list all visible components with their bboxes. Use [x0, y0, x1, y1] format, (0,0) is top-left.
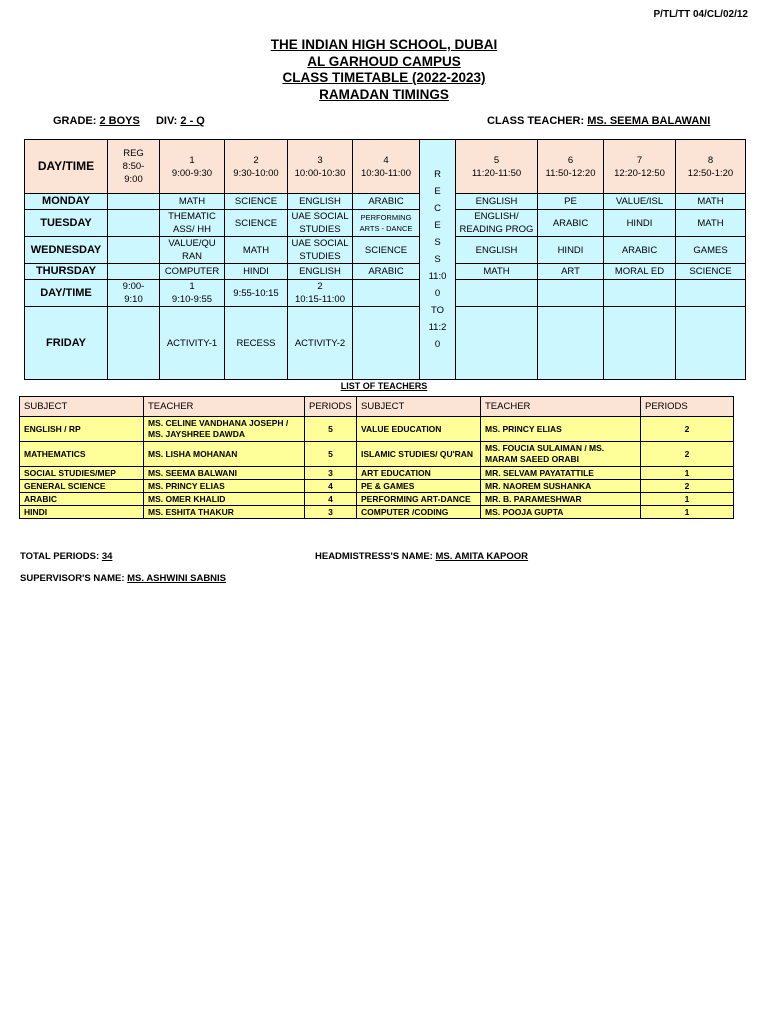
- teachers-column-header: TEACHER: [481, 397, 641, 417]
- subject-cell: ART EDUCATION: [357, 467, 481, 480]
- friday-time-row: [25, 280, 746, 307]
- teacher-row: [20, 442, 734, 467]
- class-teacher-value: MS. SEEMA BALAWANI: [587, 115, 711, 127]
- friday-time-cell: [538, 280, 604, 307]
- recess-text: 11:2: [428, 322, 447, 333]
- subject-cell: HINDI: [20, 506, 144, 519]
- timetable-cell: MATH: [225, 237, 288, 264]
- teacher-cell: MS. CELINE VANDHANA JOSEPH / MS. JAYSHREE DAWDA: [144, 417, 305, 442]
- timetable-cell: ENGLISH: [456, 194, 538, 210]
- teacher-row: [20, 467, 734, 480]
- timetable-header-row: [25, 140, 746, 194]
- day-label: MONDAY: [25, 194, 108, 210]
- subject-cell: VALUE EDUCATION: [357, 417, 481, 442]
- timetable-cell: PERFORMING ARTS - DANCE: [353, 210, 420, 237]
- day-label: WEDNESDAY: [25, 237, 108, 264]
- friday-time-cell: [353, 280, 420, 307]
- period-header: 6 11:50-12:20: [538, 140, 604, 194]
- teacher-cell: MR. NAOREM SUSHANKA: [481, 480, 641, 493]
- periods-cell: 2: [641, 417, 734, 442]
- timetable-cell: MATH: [456, 264, 538, 280]
- timetable-cell: [108, 237, 160, 264]
- recess-text: S: [434, 254, 441, 265]
- period-header: 5 11:20-11:50: [456, 140, 538, 194]
- class-teacher-info: [487, 115, 710, 127]
- timetable-row: [25, 264, 746, 280]
- friday-time-cell: 1 9:10-9:55: [160, 280, 225, 307]
- timetable: [24, 139, 746, 380]
- teacher-cell: MS. PRINCY ELIAS: [144, 480, 305, 493]
- subject-cell: PERFORMING ART-DANCE: [357, 493, 481, 506]
- headmistress-name: [315, 551, 528, 562]
- recess-text: E: [434, 186, 441, 197]
- periods-cell: 3: [305, 506, 357, 519]
- grade-label: GRADE:: [53, 115, 97, 127]
- timetable-cell: MATH: [160, 194, 225, 210]
- headmistress-value: MS. AMITA KAPOOR: [435, 551, 529, 562]
- teachers-list-title: LIST OF TEACHERS: [340, 381, 428, 391]
- timetable-cell: VALUE/ISL: [604, 194, 676, 210]
- recess-text: E: [434, 220, 441, 231]
- timetable-cell: ENGLISH: [288, 264, 353, 280]
- timetable-cell: MATH: [676, 210, 746, 237]
- document-reference: P/TL/TT 04/CL/02/12: [653, 9, 748, 20]
- timetable-cell: GAMES: [676, 237, 746, 264]
- timetable-cell: VALUE/QU RAN: [160, 237, 225, 264]
- teacher-cell: MS. LISHA MOHANAN: [144, 442, 305, 467]
- recess-text: 11:0: [428, 271, 447, 282]
- class-teacher-label: CLASS TEACHER:: [487, 115, 585, 127]
- timetable-cell: RECESS: [225, 307, 288, 380]
- timetable-cell: ART: [538, 264, 604, 280]
- timetable-cell: HINDI: [225, 264, 288, 280]
- teacher-cell: MS. ESHITA THAKUR: [144, 506, 305, 519]
- timetable-cell: SCIENCE: [225, 194, 288, 210]
- supervisor-label: SUPERVISOR'S NAME:: [20, 573, 125, 584]
- teacher-cell: MR. B. PARAMESHWAR: [481, 493, 641, 506]
- period-header: 1 9:00-9:30: [160, 140, 225, 194]
- total-periods-label: TOTAL PERIODS:: [20, 551, 100, 562]
- subject-cell: MATHEMATICS: [20, 442, 144, 467]
- timetable-cell: THEMATIC ASS/ HH: [160, 210, 225, 237]
- friday-row: [25, 307, 746, 380]
- teachers-column-header: PERIODS: [305, 397, 357, 417]
- periods-cell: 1: [641, 493, 734, 506]
- period-header: 7 12:20-12:50: [604, 140, 676, 194]
- grade-info: [53, 115, 205, 127]
- teachers-column-header: TEACHER: [144, 397, 305, 417]
- teacher-cell: MS. FOUCIA SULAIMAN / MS. MARAM SAEED ORABI: [481, 442, 641, 467]
- timetable-cell: SCIENCE: [225, 210, 288, 237]
- supervisor-name: [20, 573, 226, 584]
- periods-cell: 1: [641, 467, 734, 480]
- supervisor-value: MS. ASHWINI SABNIS: [127, 573, 227, 584]
- timetable-cell: ACTIVITY-1: [160, 307, 225, 380]
- teachers-table: [19, 396, 734, 519]
- teachers-column-header: SUBJECT: [20, 397, 144, 417]
- timetable-cell: ENGLISH: [456, 237, 538, 264]
- friday-time-cell: [676, 280, 746, 307]
- subject-cell: GENERAL SCIENCE: [20, 480, 144, 493]
- timetable-cell: PE: [538, 194, 604, 210]
- day-time-header: DAY/TIME: [25, 280, 108, 307]
- period-header: 4 10:30-11:00: [353, 140, 420, 194]
- timetable-cell: MATH: [676, 194, 746, 210]
- recess-text: 0: [434, 288, 441, 299]
- periods-cell: 2: [641, 480, 734, 493]
- timetable-cell: [538, 307, 604, 380]
- subject-cell: ISLAMIC STUDIES/ QU'RAN: [357, 442, 481, 467]
- periods-cell: 2: [641, 442, 734, 467]
- timetable-cell: [604, 307, 676, 380]
- subject-cell: SOCIAL STUDIES/MEP: [20, 467, 144, 480]
- periods-cell: 5: [305, 417, 357, 442]
- timetable-cell: SCIENCE: [676, 264, 746, 280]
- subject-cell: ENGLISH / RP: [20, 417, 144, 442]
- timetable-cell: [108, 264, 160, 280]
- teachers-column-header: SUBJECT: [357, 397, 481, 417]
- subject-cell: PE & GAMES: [357, 480, 481, 493]
- timetable-cell: [108, 194, 160, 210]
- subject-cell: COMPUTER /CODING: [357, 506, 481, 519]
- div-value: 2 - Q: [180, 115, 205, 127]
- period-header: 2 9:30-10:00: [225, 140, 288, 194]
- teacher-row: [20, 493, 734, 506]
- day-time-header: DAY/TIME: [25, 140, 108, 194]
- timetable-row: [25, 194, 746, 210]
- recess-text: R: [434, 169, 441, 180]
- recess-text: 0: [434, 339, 441, 350]
- teacher-cell: MS. PRINCY ELIAS: [481, 417, 641, 442]
- timetable-cell: ENGLISH/ READING PROG: [456, 210, 538, 237]
- subject-cell: ARABIC: [20, 493, 144, 506]
- timetable-title: CLASS TIMETABLE (2022-2023): [282, 70, 486, 85]
- timetable-cell: ENGLISH: [288, 194, 353, 210]
- teacher-cell: MR. SELVAM PAYATATTILE: [481, 467, 641, 480]
- friday-time-cell: 2 10:15-11:00: [288, 280, 353, 307]
- timetable-cell: HINDI: [604, 210, 676, 237]
- periods-cell: 1: [641, 506, 734, 519]
- teacher-row: [20, 480, 734, 493]
- recess-text: C: [434, 203, 441, 214]
- timetable-cell: ACTIVITY-2: [288, 307, 353, 380]
- period-header: 3 10:00-10:30: [288, 140, 353, 194]
- recess-column: [420, 140, 456, 380]
- total-periods-value: 34: [101, 551, 113, 562]
- grade-value: 2 BOYS: [99, 115, 140, 127]
- timetable-cell: [108, 210, 160, 237]
- timetable-cell: ARABIC: [353, 194, 420, 210]
- day-label: THURSDAY: [25, 264, 108, 280]
- recess-text: S: [434, 237, 441, 248]
- teacher-cell: MS. OMER KHALID: [144, 493, 305, 506]
- periods-cell: 3: [305, 467, 357, 480]
- teachers-header-row: [20, 397, 734, 417]
- timetable-cell: MORAL ED: [604, 264, 676, 280]
- friday-time-cell: 9:55-10:15: [225, 280, 288, 307]
- teacher-row: [20, 417, 734, 442]
- timetable-cell: ARABIC: [353, 264, 420, 280]
- friday-time-cell: 9:00- 9:10: [108, 280, 160, 307]
- timetable-cell: HINDI: [538, 237, 604, 264]
- periods-cell: 5: [305, 442, 357, 467]
- total-periods: [20, 551, 112, 562]
- timetable-cell: UAE SOCIAL STUDIES: [288, 210, 353, 237]
- day-label: TUESDAY: [25, 210, 108, 237]
- teacher-cell: MS. SEEMA BALWANI: [144, 467, 305, 480]
- timetable-cell: [353, 307, 420, 380]
- timetable-cell: COMPUTER: [160, 264, 225, 280]
- friday-time-cell: [604, 280, 676, 307]
- teacher-row: [20, 506, 734, 519]
- teacher-cell: MS. POOJA GUPTA: [481, 506, 641, 519]
- period-header: 8 12:50-1:20: [676, 140, 746, 194]
- timetable-cell: ARABIC: [604, 237, 676, 264]
- headmistress-label: HEADMISTRESS'S NAME:: [315, 551, 433, 562]
- teachers-column-header: PERIODS: [641, 397, 734, 417]
- school-name: THE INDIAN HIGH SCHOOL, DUBAI: [270, 37, 498, 52]
- timetable-row: [25, 237, 746, 264]
- timetable-cell: [108, 307, 160, 380]
- div-label: DIV:: [155, 115, 178, 127]
- periods-cell: 4: [305, 493, 357, 506]
- timetable-cell: [676, 307, 746, 380]
- timetable-cell: ARABIC: [538, 210, 604, 237]
- periods-cell: 4: [305, 480, 357, 493]
- day-label: FRIDAY: [25, 307, 108, 380]
- timetable-subtitle: RAMADAN TIMINGS: [319, 86, 449, 102]
- timetable-cell: UAE SOCIAL STUDIES: [288, 237, 353, 264]
- friday-time-cell: [456, 280, 538, 307]
- campus-name: AL GARHOUD CAMPUS: [307, 53, 461, 69]
- document-header: [0, 37, 768, 103]
- timetable-cell: SCIENCE: [353, 237, 420, 264]
- recess-text: TO: [430, 305, 445, 316]
- timetable-row: [25, 210, 746, 237]
- period-header: REG 8:50- 9:00: [108, 140, 160, 194]
- timetable-cell: [456, 307, 538, 380]
